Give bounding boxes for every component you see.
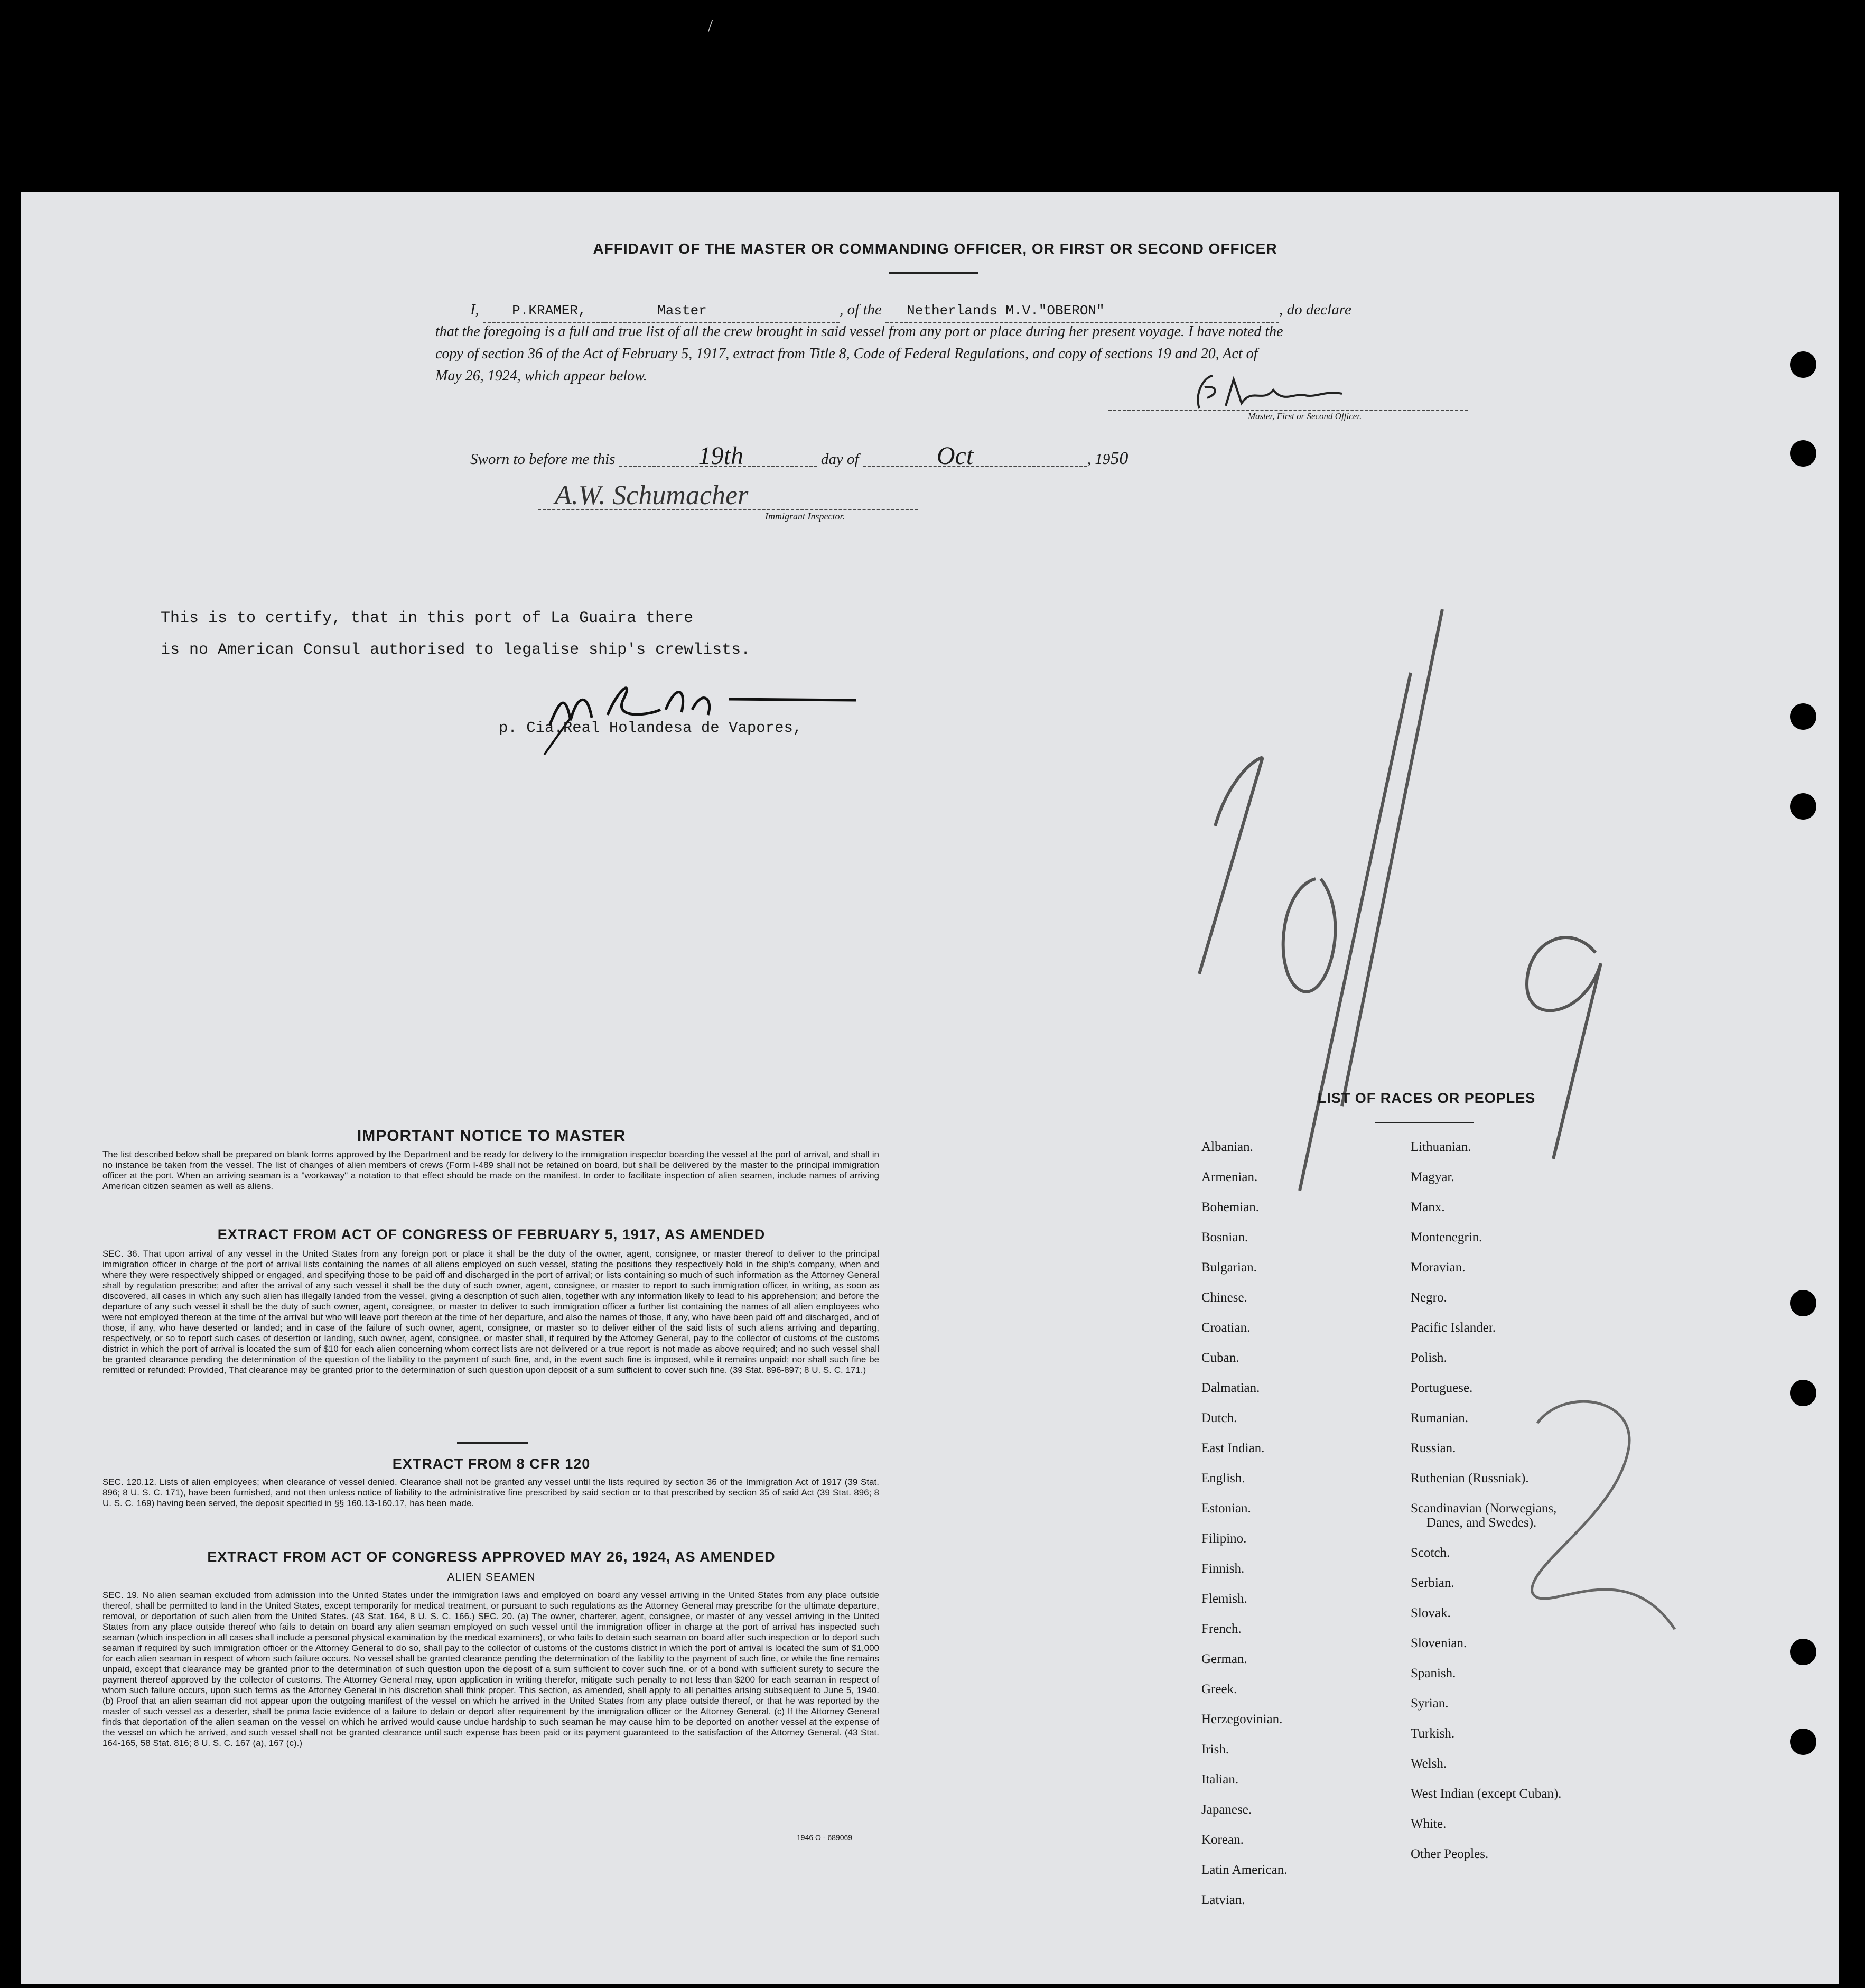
race-item: Bulgarian. [1201,1260,1257,1275]
certification-line2: is no American Consul authorised to legalise ship's crewlists. [161,641,751,659]
sworn-month-field [863,442,1087,470]
master-rank: Master [657,303,707,319]
master-signature-caption: Master, First or Second Officer. [1248,411,1362,421]
race-item: Dutch. [1201,1411,1237,1425]
race-item: Manx. [1411,1200,1445,1214]
race-item: White. [1411,1817,1447,1831]
race-item: Serbian. [1411,1576,1454,1590]
extract1-title: EXTRACT FROM ACT OF CONGRESS OF FEBRUARY 5, 1917, AS AMENDED [217,1227,766,1242]
race-item: Moravian. [1411,1260,1466,1275]
extract3-title: EXTRACT FROM ACT OF CONGRESS APPROVED MAY 26, 1924, AS AMENDED [207,1549,776,1565]
race-item: Negro. [1411,1290,1447,1305]
inspector-signature: A.W. Schumacher [555,480,749,510]
extract3-body: SEC. 19. No alien seaman excluded from admission into the United States under the immigration laws and employed on board any vessel arriving in the United States from any place outside thereof, shall be permitted to land in the United States, except temporarily for medical treatment, or pursuant to such regulations as the Attorney General may prescribe for the ultimate departure, removal, or deportation of such alien from the United States. (43 Stat. 164, 8 U. S. C. 166.) SEC. 20. (a) The owner, charterer, agent, consignee, or master of any vessel arriving in the United States from any place outside thereof who fails to detain on board any alien seaman employed on such vessel until the immigration officer in charge at the port of arrival has inspected such seaman (which inspection in all cases shall include a personal physical examination by the medical examiners), or who fails to detain such seaman on board after such inspection or to deport such seaman if required by such immigration officer or the Attorney General to do so, shall pay to the collector of customs of the customs district in which the port of arrival is located the sum of $1,000 for each alien seaman in respect of whom such failure occurs. No vessel shall be granted clearance pending the determination of the liability to the payment of such fine, or while the fine remains unpaid, except that clearance may be granted prior to the determination of such question upon the deposit of a sum sufficient to cover such fine, or of a bond with sufficient surety to secure the payment thereof approved by the collector of customs. The Attorney General may, upon application in writing therefor, mitigate such penalty to not less than $200 for each seaman in respect of whom such failure occurs, upon such terms as the Attorney General in his discretion shall think proper. This section, as amended, shall apply to all penalties arising subsequent to June 5, 1940. (b) Proof that an alien seaman did not appear upon the outgoing manifest of the vessel on which he arrived in the United States from any place outside thereof, or that he was reported by the master of such vessel as a deserter, shall be prima facie evidence of a failure to detain or deport after requirement by the immigration officer or the Attorney General. (c) If the Attorney General finds that deportation of the alien seaman on the vessel on which he arrived would cause undue hardship to such seaman he may cause him to be deported on another vessel at the expense of the vessel on which he arrived, and such vessel shall not be granted clearance until such expense has been paid or its payment guaranteed to the satisfaction of the Attorney General. (43 Stat. 164-165, 58 Stat. 816; 8 U. S. C. 167 (a), 167 (c).) [102,1590,879,1748]
race-item: Filipino. [1201,1531,1247,1546]
race-item: Montenegrin. [1411,1230,1482,1244]
race-item: Flemish. [1201,1592,1247,1606]
extract2-body: SEC. 120.12. Lists of alien employees; when clearance of vessel denied. Clearance shall not be granted any vessel until the lists required by section 36 of the Immigration Act of 1917 (39 Stat. 896; 8 U. S. C. 171), have been furnished, and not then unless notice of liability to the administrative fine prescribed by said section or to that prescribed by section 35 of said Act (39 Stat. 896; 8 U. S. C. 169) having been served, the deposit specified in §§ 160.13-160.17, has been made. [102,1477,879,1508]
race-item: Magyar. [1411,1170,1454,1184]
race-item: Herzegovinian. [1201,1712,1283,1726]
vessel-name: Netherlands M.V."OBERON" [907,303,1105,319]
affidavit-line1 [470,299,1654,323]
race-item: Croatian. [1201,1321,1251,1335]
sworn-day: 19th [698,442,744,470]
race-item: Finnish. [1201,1562,1245,1576]
film-frame-mark: / [708,16,713,35]
agent-signature-image [528,667,866,757]
of-the-label: , of the [840,301,882,318]
race-item: Greek. [1201,1682,1237,1696]
race-item: Ruthenian (Russniak). [1411,1471,1529,1485]
race-item: East Indian. [1201,1441,1265,1455]
race-item: Turkish. [1411,1726,1455,1741]
race-item: Latvian. [1201,1893,1245,1907]
races-title-underline [1375,1122,1474,1123]
race-item: Armenian. [1201,1170,1258,1184]
race-item: Irish. [1201,1742,1229,1757]
extract-divider [457,1442,528,1444]
race-item: Syrian. [1411,1696,1449,1711]
master-name-field [483,300,604,323]
race-item: Spanish. [1411,1666,1456,1680]
race-item: Italian. [1201,1772,1239,1787]
notice-body: The list described below shall be prepared on blank forms approved by the Department and be ready for delivery to the immigration inspector boarding the vessel at the port of arrival, and shall in no instance be taken from the vessel. The list of changes of alien members of crews (Form I-489 shall not be retained on board, but shall be delivered by the master to the principal immigration officer at the port. When an arriving seaman is a "workaway" a notation to that effect should be made on the manifest. In order to facilitate inspection of alien seamen, include names of arriving American citizen seamen as well as aliens. [102,1149,879,1191]
races-title: LIST OF RACES OR PEOPLES [1317,1090,1536,1106]
race-item: Cuban. [1201,1351,1239,1365]
punch-hole [1790,793,1816,820]
year-prefix: , 19 [1087,451,1111,468]
affidavit-line2: that the foregoing is a full and true list of all the crew brought in said vessel from any port or place during her present voyage. I have noted the [435,323,1283,340]
affidavit-line4: May 26, 1924, which appear below. [435,368,647,384]
punch-hole [1790,1290,1816,1316]
sworn-day-field [619,442,817,470]
race-item: Korean. [1201,1833,1244,1847]
extract3-subtitle: ALIEN SEAMEN [447,1571,536,1583]
extract2-title: EXTRACT FROM 8 CFR 120 [392,1456,591,1472]
punch-hole [1790,351,1816,378]
punch-hole [1790,1380,1816,1406]
master-signature-image [1183,371,1353,414]
race-item: Slovenian. [1411,1636,1467,1650]
race-item: Bohemian. [1201,1200,1260,1214]
pencil-number-two [1516,1391,1691,1645]
race-item: Other Peoples. [1411,1847,1489,1861]
day-of-label: day of [820,451,859,468]
race-item: Lithuanian. [1411,1140,1471,1154]
race-item: Estonian. [1201,1501,1251,1516]
race-item: Pacific Islander. [1411,1321,1496,1335]
punch-hole [1790,1639,1816,1665]
sworn-label: Sworn to before me this [470,451,616,468]
race-item: Danes, and Swedes). [1426,1516,1537,1530]
race-item: Welsh. [1411,1757,1447,1771]
inspector-caption: Immigrant Inspector. [765,511,845,522]
vessel-field [885,300,1279,323]
agent-company: p. Cia.Real Holandesa de Vapores, [499,719,803,737]
race-item: French. [1201,1622,1242,1636]
master-rank-field [604,300,840,323]
race-item: Polish. [1411,1351,1447,1365]
races-left-column [1201,1140,1402,1923]
punch-hole [1790,703,1816,730]
race-item: West Indian (except Cuban). [1411,1787,1562,1801]
pencil-tally-mark [1183,604,1648,1212]
race-item: Scotch. [1411,1546,1450,1560]
do-declare-label: , do declare [1279,301,1351,318]
race-item: Albanian. [1201,1140,1253,1154]
race-item: Scandinavian (Norwegians, [1411,1501,1557,1516]
master-name: P.KRAMER, [512,303,586,319]
document-page [21,192,1839,1984]
race-item: Rumanian. [1411,1411,1469,1425]
sworn-year: 50 [1110,449,1129,468]
punch-hole [1790,440,1816,467]
race-item: Slovak. [1411,1606,1451,1620]
certification-line1: This is to certify, that in this port of La Guaira there [161,609,694,627]
race-item: English. [1201,1471,1245,1485]
race-item: Portuguese. [1411,1381,1473,1395]
race-item: Bosnian. [1201,1230,1248,1244]
title-underline [889,272,978,274]
race-item: Japanese. [1201,1803,1252,1817]
race-item: Dalmatian. [1201,1381,1260,1395]
race-item: Chinese. [1201,1290,1247,1305]
extract1-body: SEC. 36. That upon arrival of any vessel in the United States from any foreign port or place it shall be the duty of the owner, agent, consignee, or master thereof to deliver to the principal immigration officer in charge of the port of arrival lists containing the names of all aliens employed on such vessel, stating the positions they respectively hold in the ship's company, when and where they were respectively shipped or engaged, and specifying those to be paid off and discharged in the port of arrival; or lists containing so much of such information as the Attorney General shall by regulation prescribe; and after the arrival of any such vessel it shall be the duty of such owner, agent, consignee, or master to report to such immigration officer, in writing, as soon as discovered, all cases in which any such alien has illegally landed from the vessel, giving a description of such alien, together with any information likely to lead to his apprehension; and before the departure of any such vessel it shall be the duty of such owner, agent, consignee, or master to deliver to such immigration officer a further list containing the names of all alien employees who were not employed thereon at the time of the arrival but who will leave port thereon at the time of her departure, and also the names of those, if any, who have been paid off and discharged, and of those, if any, who have deserted or landed; and in case of the failure of such owner, agent, consignee, or master so to deliver either of the said lists of such aliens arriving and departing, respectively, or so to report such cases of desertion or landing, such owner, agent, consignee, or master shall, if required by the Attorney General, pay to the collector of customs of the customs district in which the port of arrival is located the sum of $10 for each alien concerning whom correct lists are not delivered or a true report is not made as above required; and no such vessel shall be granted clearance pending the determination of the question of the liability to the payment of such fine, and, in the event such fine is imposed, while it remains unpaid; nor shall such fine be remitted or refunded: Provided, That clearance may be granted prior to the determination of such question upon deposit of a sum sufficient to cover such fine. (39 Stat. 896-897; 8 U. S. C. 171.) [102,1249,879,1375]
sworn-month: Oct [936,442,974,470]
i-label: I, [470,301,479,318]
notice-title: IMPORTANT NOTICE TO MASTER [357,1127,626,1145]
affidavit-title: AFFIDAVIT OF THE MASTER OR COMMANDING OFFICER, OR FIRST OR SECOND OFFICER [593,240,1277,257]
sworn-line [470,442,1129,470]
print-code: 1946 O - 689069 [797,1833,853,1842]
race-item: Latin American. [1201,1863,1288,1877]
punch-hole [1790,1729,1816,1755]
race-item: German. [1201,1652,1247,1666]
race-item: Russian. [1411,1441,1456,1455]
affidavit-line3: copy of section 36 of the Act of February 5, 1917, extract from Title 8, Code of Federal Regulations, and copy of sections 19 and 20, Act of [435,346,1258,362]
